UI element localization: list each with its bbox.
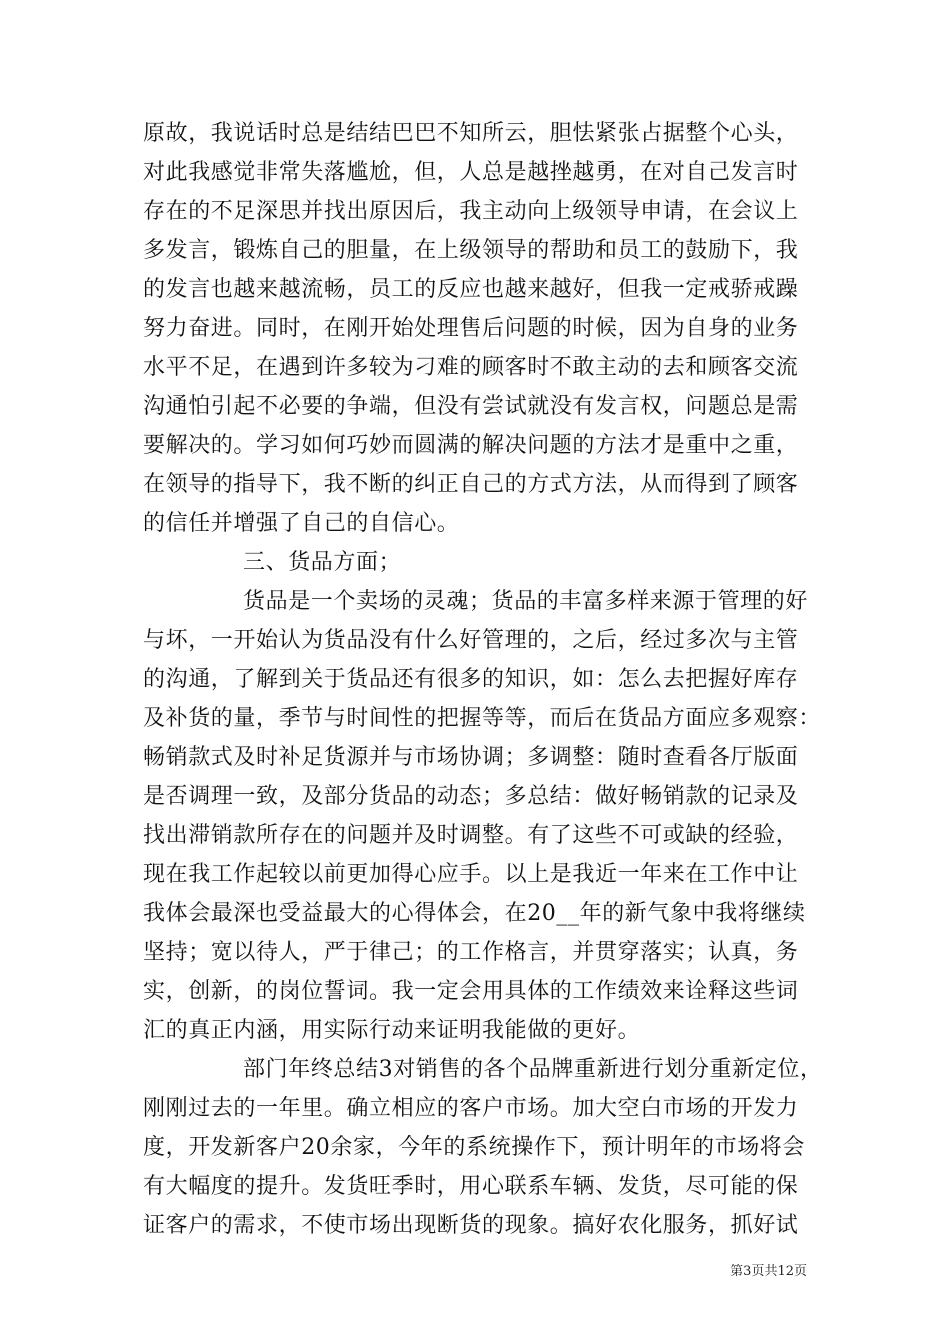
text-line: 水平不足，在遇到许多较为刁难的顾客时不敢主动的去和顾客交流: [143, 355, 799, 380]
text-line: 坚持；宽以待人，严于律己；的工作格言，并贯穿落实；认真，务: [143, 940, 799, 965]
text-line: 沟通怕引起不必要的争端，但没有尝试就没有发言权，问题总是需: [143, 394, 799, 419]
text-line: 证客户的需求，不使市场出现断货的现象。搞好农化服务，抓好试: [143, 1213, 799, 1238]
text-line: 我体会最深也受益最大的心得体会，在20__年的新气象中我将继续: [143, 901, 806, 926]
paragraph-start-line: 部门年终总结3对销售的各个品牌重新进行划分重新定位，: [243, 1057, 823, 1082]
text-line: 及补货的量，季节与时间性的把握等等，而后在货品方面应多观察：: [143, 706, 822, 731]
text-line: 要解决的。学习如何巧妙而圆满的解决问题的方法才是重中之重，: [143, 433, 799, 458]
text-line: 刚刚过去的一年里。确立相应的客户市场。加大空白市场的开发力: [143, 1096, 799, 1121]
page-number-footer: 第3页共12页: [730, 1264, 807, 1279]
text-line: 的沟通，了解到关于货品还有很多的知识，如：怎么去把握好库存: [143, 667, 799, 692]
text-line: 畅销款式及时补足货源并与市场协调；多调整：随时查看各厅版面: [143, 745, 799, 770]
text-line: 在领导的指导下，我不断的纠正自己的方式方法，从而得到了顾客: [143, 472, 799, 497]
text-line: 的信任并增强了自己的自信心。: [143, 511, 460, 536]
paragraph-start-line: 货品是一个卖场的灵魂；货品的丰富多样来源于管理的好: [243, 589, 809, 614]
text-line: 与坏，一开始认为货品没有什么好管理的，之后，经过多次与主管: [143, 628, 799, 653]
text-line: 汇的真正内涵，用实际行动来证明我能做的更好。: [143, 1018, 641, 1043]
text-line: 有大幅度的提升。发货旺季时，用心联系车辆、发货，尽可能的保: [143, 1174, 799, 1199]
text-line: 度，开发新客户20余家，今年的系统操作下，预计明年的市场将会: [143, 1135, 805, 1160]
text-line: 努力奋进。同时，在刚开始处理售后问题的时候，因为自身的业务: [143, 316, 799, 341]
text-line: 存在的不足深思并找出原因后，我主动向上级领导申请，在会议上: [143, 199, 799, 224]
text-line: 现在我工作起较以前更加得心应手。以上是我近一年来在工作中让: [143, 862, 799, 887]
section-heading: 三、货品方面；: [243, 550, 402, 575]
text-line: 的发言也越来越流畅，员工的反应也越来越好，但我一定戒骄戒躁: [143, 277, 799, 302]
text-line: 原故，我说话时总是结结巴巴不知所云，胆怯紧张占据整个心头，: [143, 121, 799, 146]
body-text: [143, 114, 823, 1245]
text-line: 对此我感觉非常失落尴尬，但，人总是越挫越勇，在对自己发言时: [143, 160, 799, 185]
text-line: 找出滞销款所存在的问题并及时调整。有了这些不可或缺的经验，: [143, 823, 799, 848]
text-line: 是否调理一致，及部分货品的动态；多总结：做好畅销款的记录及: [143, 784, 799, 809]
text-line: 多发言，锻炼自己的胆量，在上级领导的帮助和员工的鼓励下，我: [143, 238, 799, 263]
text-line: 实，创新，的岗位誓词。我一定会用具体的工作绩效来诠释这些词: [143, 979, 799, 1004]
